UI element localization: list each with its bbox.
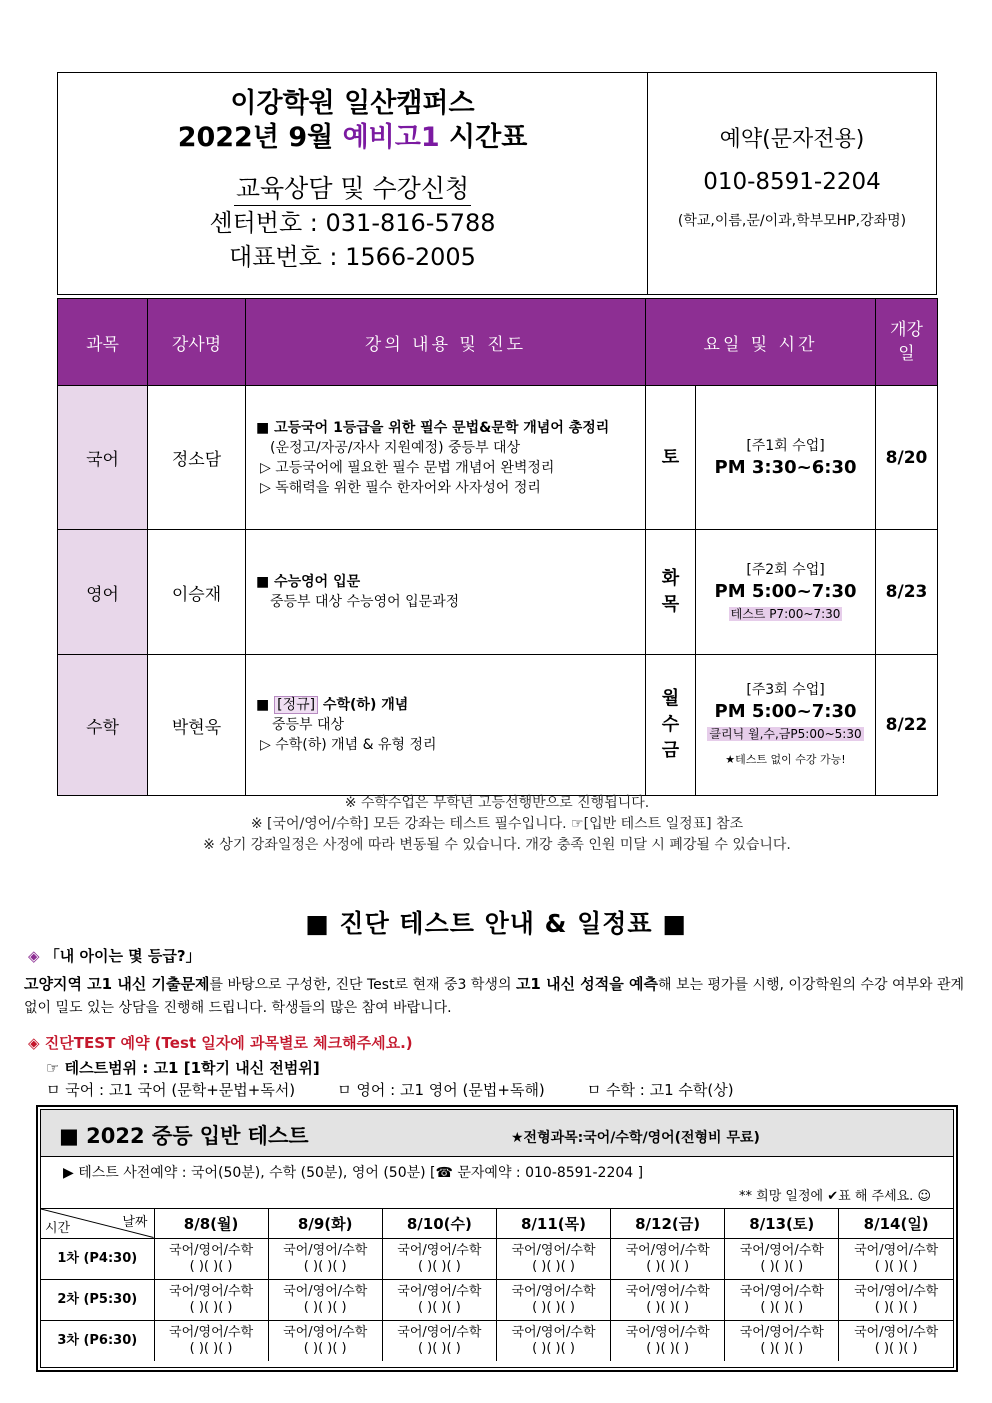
schedule-header-row <box>58 299 938 386</box>
day-cell <box>646 655 696 796</box>
col-day-time <box>646 299 876 386</box>
table-row <box>58 655 938 796</box>
day-cell: 토 <box>646 386 696 530</box>
check-slots[interactable]: ( )( )( ) <box>874 1340 918 1356</box>
check-slots[interactable]: ( )( )( ) <box>760 1340 804 1356</box>
class-time: PM 5:00~7:30 <box>714 581 857 602</box>
subject-checkbox-cell[interactable] <box>611 1279 725 1320</box>
slot-row <box>41 1238 953 1279</box>
schedule-notes <box>57 793 937 856</box>
class-time: PM 5:00~7:30 <box>714 701 857 722</box>
reserve-number: 010-8591-2204 <box>703 169 881 195</box>
col-subject: 과목 <box>58 299 148 386</box>
test-time-badge: 테스트 P7:00~7:30 <box>730 607 841 621</box>
header-left <box>58 73 648 294</box>
content-line: ▷ 고등국어에 필요한 필수 문법 개념어 완벽정리 <box>260 459 555 476</box>
content-cell <box>246 530 646 655</box>
subject-options: 국어/영어/수학 <box>397 1242 482 1258</box>
mark-note: ** 희망 일정에 ✔표 해 주세요. ☺ <box>739 1189 931 1204</box>
check-slots[interactable]: ( )( )( ) <box>760 1299 804 1315</box>
subject-math: ㅁ 수학 : 고1 수학(상) <box>586 1081 734 1099</box>
subject-korean: ㅁ 국어 : 고1 국어 (문학+문법+독서) <box>46 1081 296 1099</box>
check-slots[interactable]: ( )( )( ) <box>874 1299 918 1315</box>
table-row <box>58 530 938 655</box>
teacher-cell: 박현욱 <box>148 655 246 796</box>
question-line <box>28 945 201 966</box>
content-line: ■ [정규] 수학(하) 개념 <box>256 697 409 713</box>
subject-options: 국어/영어/수학 <box>283 1324 368 1340</box>
col-content <box>246 299 646 386</box>
subject-cell: 영어 <box>58 530 148 655</box>
day-line: 수 <box>661 714 680 735</box>
open-date-cell: 8/23 <box>876 530 938 655</box>
test-table-box <box>36 1105 958 1372</box>
content-line-title: 수학(하) 개념 <box>322 697 409 713</box>
day-line: 월 <box>661 688 680 709</box>
subject-checkbox-cell[interactable] <box>725 1238 839 1279</box>
check-slots[interactable]: ( )( )( ) <box>760 1258 804 1274</box>
class-time: PM 3:30~6:30 <box>714 456 857 478</box>
slot-label: 2차 (P5:30) <box>41 1279 154 1320</box>
test-grid <box>41 1209 953 1361</box>
intro-highlight: 고1 내신 성적을 예측 <box>515 975 658 993</box>
col-open <box>876 299 938 386</box>
date-header: 8/13(토) <box>725 1209 839 1238</box>
day-line: 화 <box>661 568 680 589</box>
main-phone: 대표번호 : 1566-2005 <box>229 243 476 271</box>
date-header: 8/10(수) <box>382 1209 496 1238</box>
content-line: ▷ 독해력을 위한 필수 한자어와 사자성어 정리 <box>260 479 541 496</box>
date-header: 8/14(일) <box>839 1209 953 1238</box>
subject-options: 국어/영어/수학 <box>283 1283 368 1299</box>
check-slots[interactable]: ( )( )( ) <box>874 1258 918 1274</box>
check-slots[interactable]: ( )( )( ) <box>303 1258 347 1274</box>
slot-row <box>41 1279 953 1320</box>
subject-checkbox-cell[interactable] <box>268 1320 382 1361</box>
content-cell <box>246 386 646 530</box>
subject-checkbox-cell[interactable] <box>154 1279 268 1320</box>
schedule-table <box>57 298 938 796</box>
extra-wrap <box>696 604 875 624</box>
prereserve-line: ▶ 테스트 사전예약 : 국어(50분), 수학 (50분), 영어 (50분) [☎ 문자예약 : 010-8591-2204 ] <box>63 1165 644 1181</box>
check-slots[interactable]: ( )( )( ) <box>417 1299 461 1315</box>
table-row <box>58 386 938 530</box>
subject-cell: 국어 <box>58 386 148 530</box>
test-table-subtitle: ★전형과목:국어/수학/영어(전형비 무료) <box>511 1130 760 1146</box>
subject-options: 국어/영어/수학 <box>625 1242 710 1258</box>
slot-label: 3차 (P6:30) <box>41 1320 154 1361</box>
date-header: 8/12(금) <box>611 1209 725 1238</box>
date-header: 8/8(월) <box>154 1209 268 1238</box>
intro-paragraph <box>24 973 974 1020</box>
grid-corner <box>41 1209 154 1238</box>
no-test-note: ★테스트 없이 수강 가능! <box>725 753 846 766</box>
subject-options: 국어/영어/수학 <box>169 1242 254 1258</box>
corner-date-label: 날짜 <box>122 1215 148 1230</box>
content-line: ■ 수능영어 입문 <box>256 574 361 590</box>
subject-options: 국어/영어/수학 <box>169 1324 254 1340</box>
check-slots[interactable]: ( )( )( ) <box>532 1299 575 1315</box>
slot-label: 1차 (P4:30) <box>41 1238 154 1279</box>
title-suffix: 시간표 <box>439 122 528 153</box>
check-slots[interactable]: ( )( )( ) <box>646 1340 690 1356</box>
subject-checkbox-cell[interactable] <box>611 1320 725 1361</box>
subject-options: 국어/영어/수학 <box>854 1283 939 1299</box>
grid-header-row <box>41 1209 953 1238</box>
intro-text: 를 바탕으로 구성한, 진단 Test로 현재 중3 학생의 <box>209 977 516 993</box>
title-grade: 예비고1 <box>342 122 440 153</box>
test-table-inner <box>40 1109 954 1368</box>
date-header: 8/9(화) <box>268 1209 382 1238</box>
check-slots[interactable]: ( )( )( ) <box>189 1340 233 1356</box>
note-line: ※ 수학수업은 무학년 고등선행반으로 진행됩니다. <box>344 795 650 811</box>
subject-options: 국어/영어/수학 <box>739 1324 824 1340</box>
subject-cell: 수학 <box>58 655 148 796</box>
day-line: 목 <box>661 594 680 615</box>
open-date-cell: 8/22 <box>876 655 938 796</box>
col-day-time-label: 요일 및 시간 <box>703 334 818 355</box>
col-teacher: 강사명 <box>148 299 246 386</box>
intro-highlight: 고양지역 고1 내신 기출문제 <box>24 975 210 993</box>
reserve-instruction: ◈ 진단TEST 예약 (Test 일자에 과목별로 체크해주세요.) <box>28 1034 413 1052</box>
corner-time-label: 시간 <box>45 1220 71 1236</box>
subject-checkbox-cell[interactable] <box>382 1238 496 1279</box>
class-frequency: [주2회 수업] <box>746 562 825 578</box>
center-phone: 센터번호 : 031-816-5788 <box>209 209 496 237</box>
extra-wrap <box>696 724 875 744</box>
test-subjects <box>46 1079 946 1100</box>
content-cell <box>246 655 646 796</box>
check-slots[interactable]: ( )( )( ) <box>417 1258 461 1274</box>
header-right <box>648 73 936 294</box>
time-cell <box>696 530 876 655</box>
content-line: ▷ 수학(하) 개념 & 유형 정리 <box>260 737 437 753</box>
subject-options: 국어/영어/수학 <box>169 1283 254 1299</box>
section-title: ■ 진단 테스트 안내 & 일정표 ■ <box>305 909 687 938</box>
day-line: 금 <box>661 740 680 761</box>
date-header: 8/11(목) <box>496 1209 610 1238</box>
title-year-month: 2022년 9월 <box>177 122 343 153</box>
class-frequency: [주3회 수업] <box>746 682 825 698</box>
test-table-title: ■ 2022 중등 입반 테스트 <box>59 1124 309 1148</box>
subject-options: 국어/영어/수학 <box>739 1283 824 1299</box>
content-line: ■ 고등국어 1등급을 위한 필수 문법&문학 개념어 총정리 <box>256 419 610 436</box>
clinic-time-badge: 클리닉 월,수,금P5:00~5:30 <box>709 727 862 741</box>
check-slots[interactable]: ( )( )( ) <box>532 1258 575 1274</box>
consult-heading: 교육상담 및 수강신청 <box>234 173 471 206</box>
subject-checkbox-cell[interactable] <box>382 1320 496 1361</box>
test-table-info <box>41 1157 953 1209</box>
subject-checkbox-cell[interactable] <box>839 1320 953 1361</box>
diamond-icon: ◈ <box>28 947 40 965</box>
academy-title: 이강학원 일산캠퍼스 <box>230 88 475 119</box>
question-text: 「내 아이는 몇 등급?」 <box>44 947 201 965</box>
subject-options: 국어/영어/수학 <box>511 1324 596 1340</box>
subject-checkbox-cell[interactable] <box>268 1279 382 1320</box>
check-slots[interactable]: ( )( )( ) <box>303 1340 347 1356</box>
content-line: 중등부 대상 수능영어 입문과정 <box>270 594 460 610</box>
subject-options: 국어/영어/수학 <box>854 1242 939 1258</box>
subject-options: 국어/영어/수학 <box>397 1324 482 1340</box>
subject-checkbox-cell[interactable] <box>268 1238 382 1279</box>
reserve-label: 예약(문자전용) <box>719 127 865 152</box>
subject-options: 국어/영어/수학 <box>511 1283 596 1299</box>
time-cell <box>696 655 876 796</box>
time-cell <box>696 386 876 530</box>
check-slots[interactable]: ( )( )( ) <box>646 1299 690 1315</box>
content-line: (운정고/자공/자사 지원예정) 중등부 대상 <box>270 439 521 456</box>
note-line: ※ 상기 강좌일정은 사정에 따라 변동될 수 있습니다. 개강 충족 인원 미달 시 폐강될 수 있습니다. <box>203 837 791 853</box>
check-slots[interactable]: ( )( )( ) <box>532 1340 575 1356</box>
header-box <box>57 72 937 295</box>
regular-tag: [정규] <box>274 696 318 714</box>
check-slots[interactable]: ( )( )( ) <box>303 1299 347 1315</box>
subject-checkbox-cell[interactable] <box>839 1279 953 1320</box>
test-range: ☞ 테스트범위 : 고1 [1학기 내신 전범위] <box>46 1059 320 1077</box>
subject-checkbox-cell[interactable] <box>611 1238 725 1279</box>
check-slots[interactable]: ( )( )( ) <box>646 1258 690 1274</box>
note-line: ※ [국어/영어/수학] 모든 강좌는 테스트 필수입니다. ☞[입반 테스트 일정표] 참조 <box>250 816 744 832</box>
subject-checkbox-cell[interactable] <box>839 1238 953 1279</box>
check-slots[interactable]: ( )( )( ) <box>417 1340 461 1356</box>
subject-options: 국어/영어/수학 <box>397 1283 482 1299</box>
class-frequency: [주1회 수업] <box>746 437 825 454</box>
teacher-cell: 이승재 <box>148 530 246 655</box>
check-slots[interactable]: ( )( )( ) <box>189 1258 233 1274</box>
timetable-title <box>58 121 647 155</box>
slot-row <box>41 1320 953 1361</box>
subject-checkbox-cell[interactable] <box>725 1279 839 1320</box>
intro-text: 해 보는 평가를 시행, 이강학원의 수강 여부와 관계없이 밀도 있는 상담을 진행해 드립니다. 학생들의 많은 참여 바랍니다. <box>24 977 965 1016</box>
subject-checkbox-cell[interactable] <box>382 1279 496 1320</box>
subject-options: 국어/영어/수학 <box>625 1324 710 1340</box>
subject-checkbox-cell[interactable] <box>154 1238 268 1279</box>
subject-checkbox-cell[interactable] <box>725 1320 839 1361</box>
test-table-header <box>41 1110 953 1157</box>
day-cell <box>646 530 696 655</box>
reserve-note: (학교,이름,문/이과,학부모HP,강좌명) <box>677 213 907 229</box>
open-date-cell: 8/20 <box>876 386 938 530</box>
subject-options: 국어/영어/수학 <box>739 1242 824 1258</box>
subject-checkbox-cell[interactable] <box>496 1320 610 1361</box>
subject-checkbox-cell[interactable] <box>154 1320 268 1361</box>
subject-options: 국어/영어/수학 <box>854 1324 939 1340</box>
content-line: 중등부 대상 <box>272 717 345 733</box>
subject-options: 국어/영어/수학 <box>511 1242 596 1258</box>
col-open-label: 개강일 <box>890 320 923 364</box>
subject-english: ㅁ 영어 : 고1 영어 (문법+독해) <box>337 1081 545 1099</box>
subject-checkbox-cell[interactable] <box>496 1238 610 1279</box>
teacher-cell: 정소담 <box>148 386 246 530</box>
subject-options: 국어/영어/수학 <box>283 1242 368 1258</box>
check-slots[interactable]: ( )( )( ) <box>189 1299 233 1315</box>
col-content-label: 강의 내용 및 진도 <box>364 334 527 355</box>
subject-options: 국어/영어/수학 <box>625 1283 710 1299</box>
subject-checkbox-cell[interactable] <box>496 1279 610 1320</box>
